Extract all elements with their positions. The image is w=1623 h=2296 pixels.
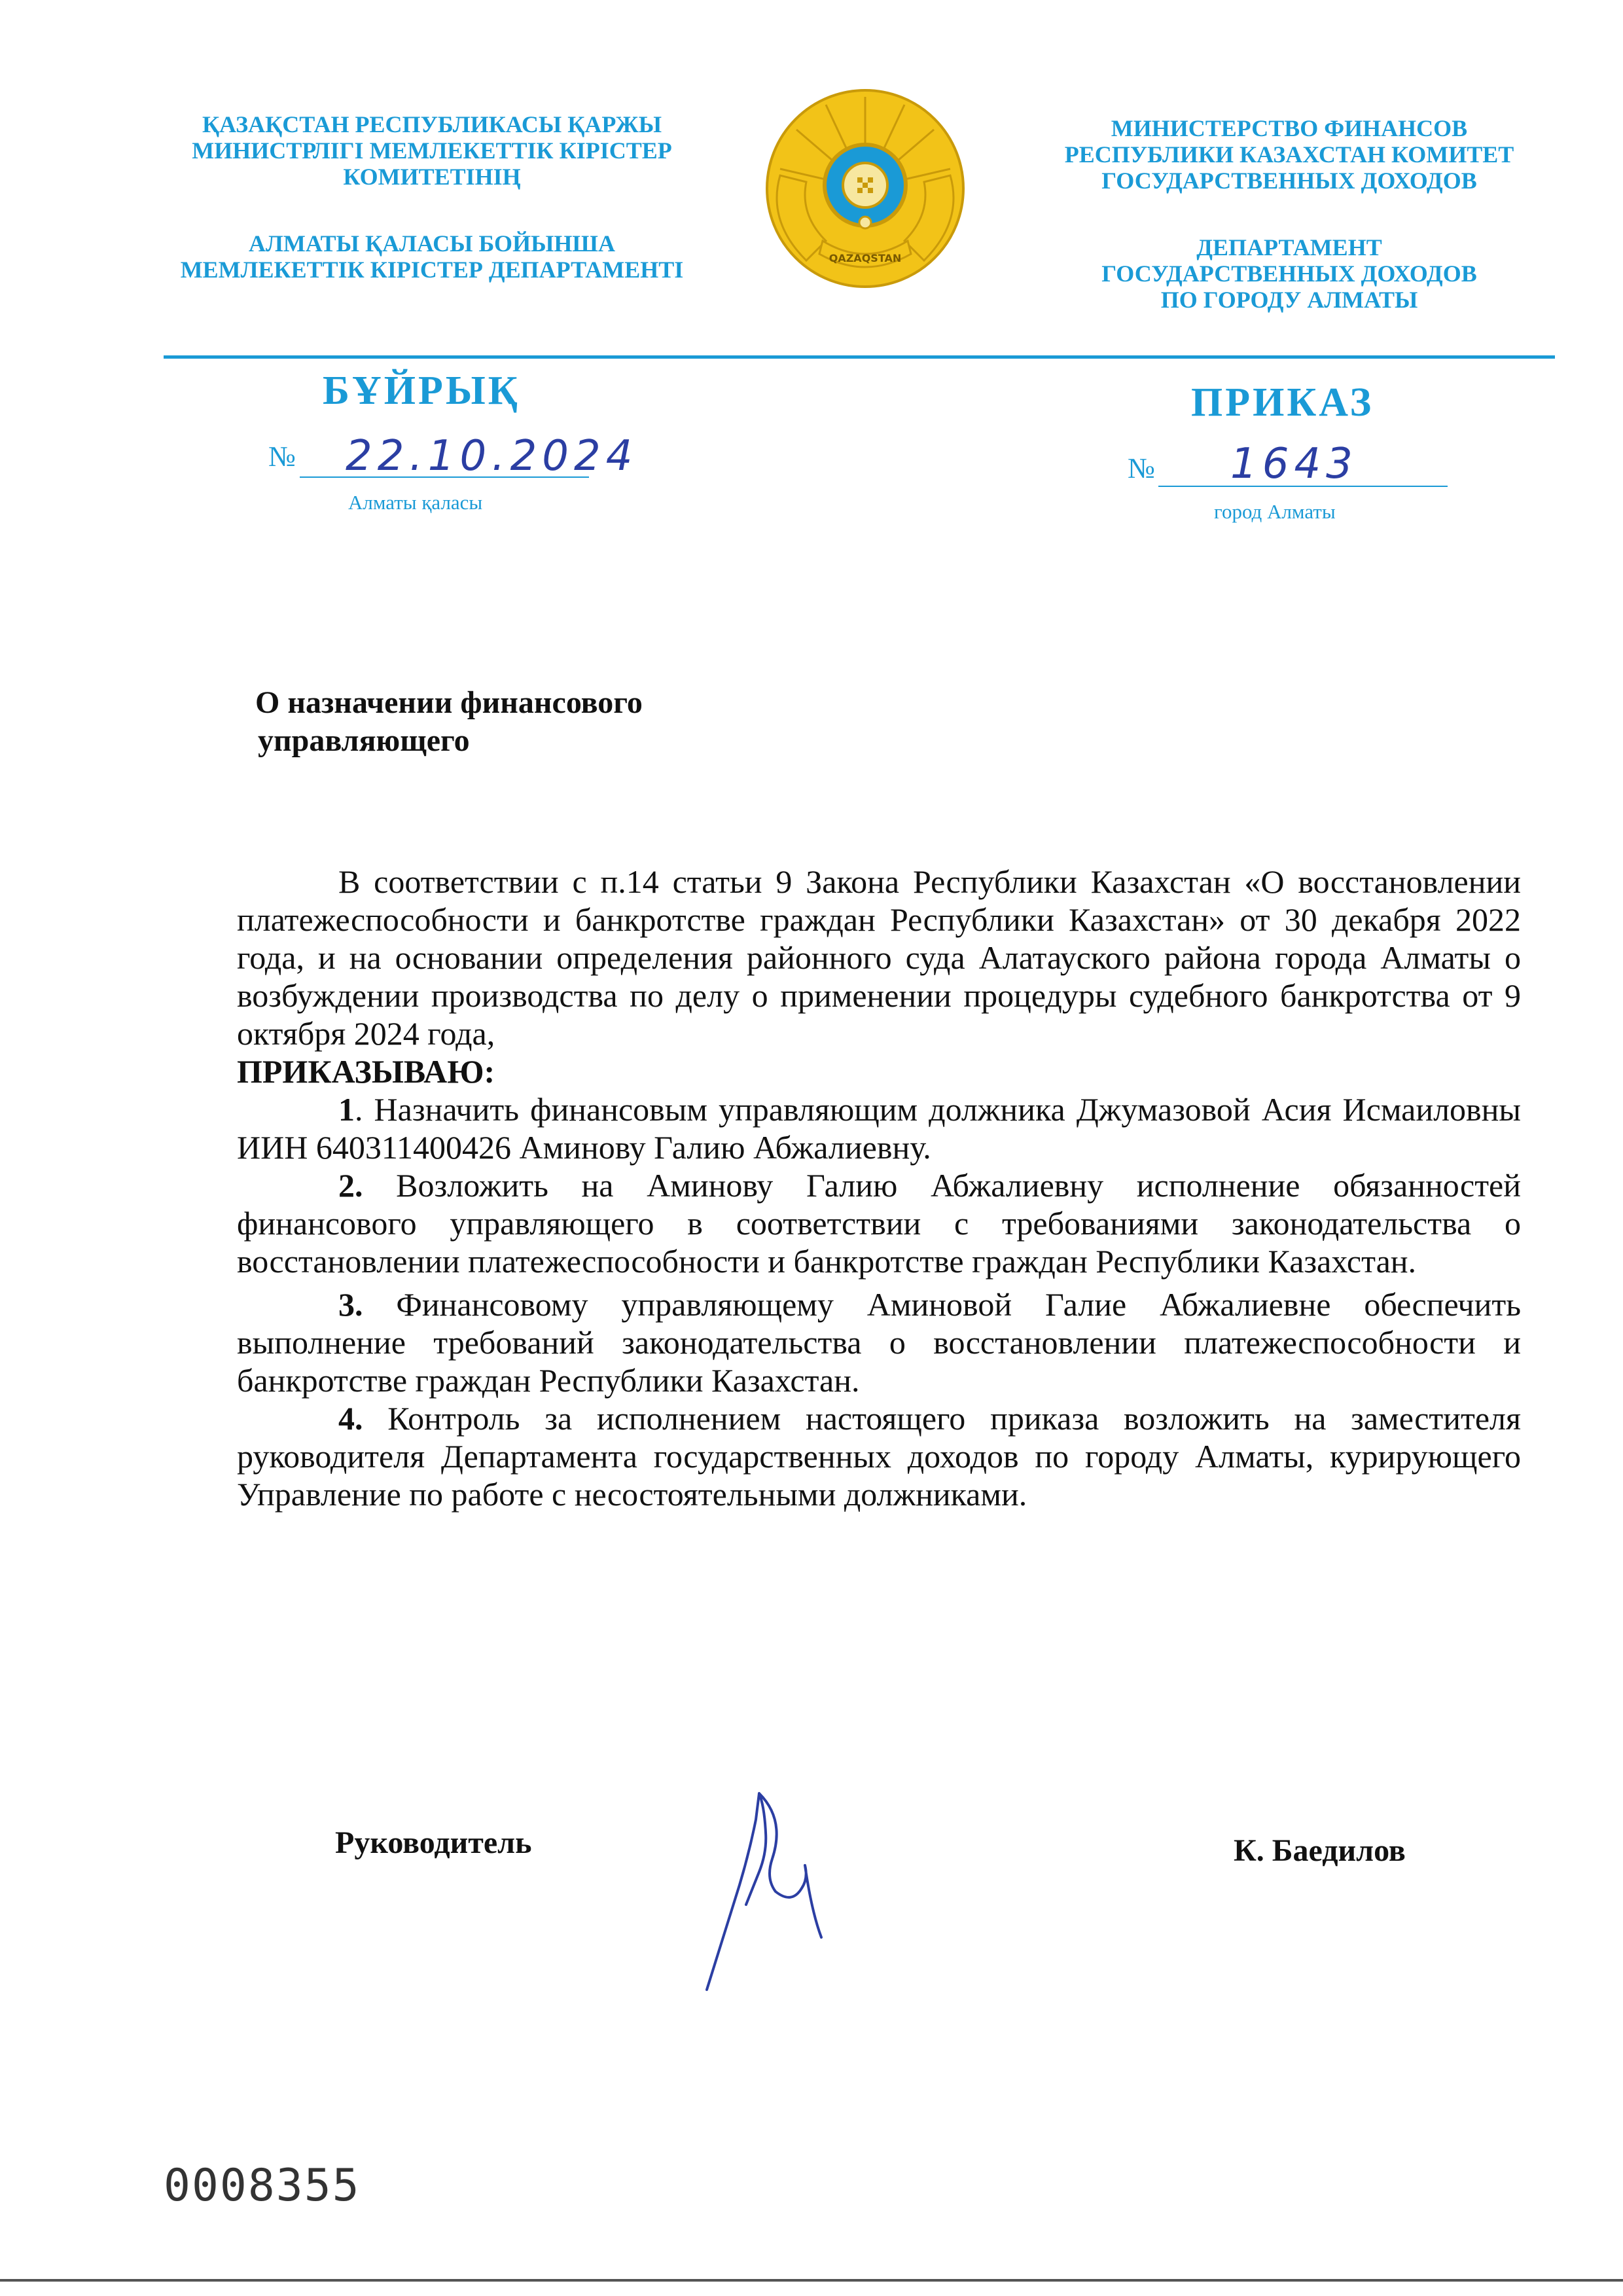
- order-item-3: [237, 1285, 1521, 1399]
- item-number: 1: [338, 1091, 355, 1128]
- city-kz: Алматы қаласы: [348, 491, 483, 514]
- item-number: 4.: [338, 1400, 363, 1437]
- doc-title-kz: БҰЙРЫҚ: [323, 368, 520, 413]
- order-item-1: [237, 1090, 1521, 1166]
- item-text: Контроль за исполнением настоящего приказа возложить на заместителя руководителя Департамента государственных доходов по городу Алматы, курирующего Управление по работе с несостоятельными должниками.: [237, 1400, 1521, 1513]
- state-emblem-icon: [754, 77, 976, 300]
- serial-number: 0008355: [164, 2160, 361, 2212]
- header-line: ГОСУДАРСТВЕННЫХ ДОХОДОВ: [1101, 260, 1477, 287]
- header-line: РЕСПУБЛИКИ КАЗАХСТАН КОМИТЕТ: [1064, 141, 1514, 168]
- item-number: 2.: [338, 1167, 363, 1204]
- header-left-kz: [131, 111, 733, 283]
- scan-edge: [0, 2279, 1623, 2282]
- item-text: Возложить на Аминову Галию Абжалиевну исполнение обязанностей финансового управляющего в соответствии с требованиями законодательства о восстановлении платежеспособности и банкротстве граждан Республики Казахстан.: [237, 1167, 1521, 1280]
- number-sign: №: [1128, 452, 1155, 484]
- header-line: МЕМЛЕКЕТТІК КІРІСТЕР ДЕПАРТАМЕНТІ: [180, 257, 684, 283]
- signatory-position: Руководитель: [335, 1825, 532, 1860]
- order-subject: [255, 684, 844, 760]
- header-line: МИНИСТЕРСТВО ФИНАНСОВ: [1111, 115, 1468, 141]
- header-line: КОМИТЕТІНІҢ: [343, 164, 521, 190]
- order-item-2: [237, 1166, 1521, 1280]
- header-line: МИНИСТРЛІГІ МЕМЛЕКЕТТІК КІРІСТЕР: [192, 137, 672, 164]
- item-number: 3.: [338, 1286, 363, 1323]
- number-sign: №: [268, 440, 296, 473]
- subject-line: управляющего: [258, 723, 470, 758]
- handwritten-number: 1643: [1230, 440, 1358, 488]
- subject-line: О назначении финансового: [255, 685, 643, 720]
- signatory-name: К. Баедилов: [1234, 1833, 1406, 1868]
- handwritten-date: 22.10.2024: [346, 432, 638, 480]
- handwritten-signature: [694, 1780, 844, 1996]
- doc-title-ru: ПРИКАЗ: [1191, 380, 1374, 425]
- city-ru: город Алматы: [1214, 500, 1336, 523]
- order-body: [237, 863, 1521, 1513]
- header-line: ҚАЗАҚСТАН РЕСПУБЛИКАСЫ ҚАРЖЫ: [202, 111, 662, 137]
- order-item-4: [237, 1399, 1521, 1513]
- header-right-ru: [1021, 115, 1558, 313]
- order-word: ПРИКАЗЫВАЮ:: [237, 1053, 495, 1090]
- header-line: ПО ГОРОДУ АЛМАТЫ: [1160, 287, 1418, 313]
- item-text: Финансовому управляющему Аминовой Галие Абжалиевне обеспечить выполнение требований законодательства о восстановлении платежеспособности и банкротстве граждан Республики Казахстан.: [237, 1286, 1521, 1399]
- emblem-text: QAZAQSTAN: [829, 252, 902, 264]
- header-line: ГОСУДАРСТВЕННЫХ ДОХОДОВ: [1101, 168, 1477, 194]
- item-text: . Назначить финансовым управляющим должника Джумазовой Асия Исмаиловны ИИН 640311400426 Аминову Галию Абжалиевну.: [237, 1091, 1521, 1166]
- header-divider: [164, 355, 1555, 359]
- header-line: ДЕПАРТАМЕНТ: [1196, 234, 1382, 260]
- preamble: В соответствии с п.14 статьи 9 Закона Республики Казахстан «О восстановлении платежеспособности и банкротстве граждан Республики Казахстан» от 30 декабря 2022 года, и на основании определения районного суда Алатауского района города Алматы о возбуждении производства по делу о применении процедуры судебного банкротства от 9 октября 2024 года,: [237, 863, 1521, 1052]
- header-line: АЛМАТЫ ҚАЛАСЫ БОЙЫНША: [249, 230, 615, 257]
